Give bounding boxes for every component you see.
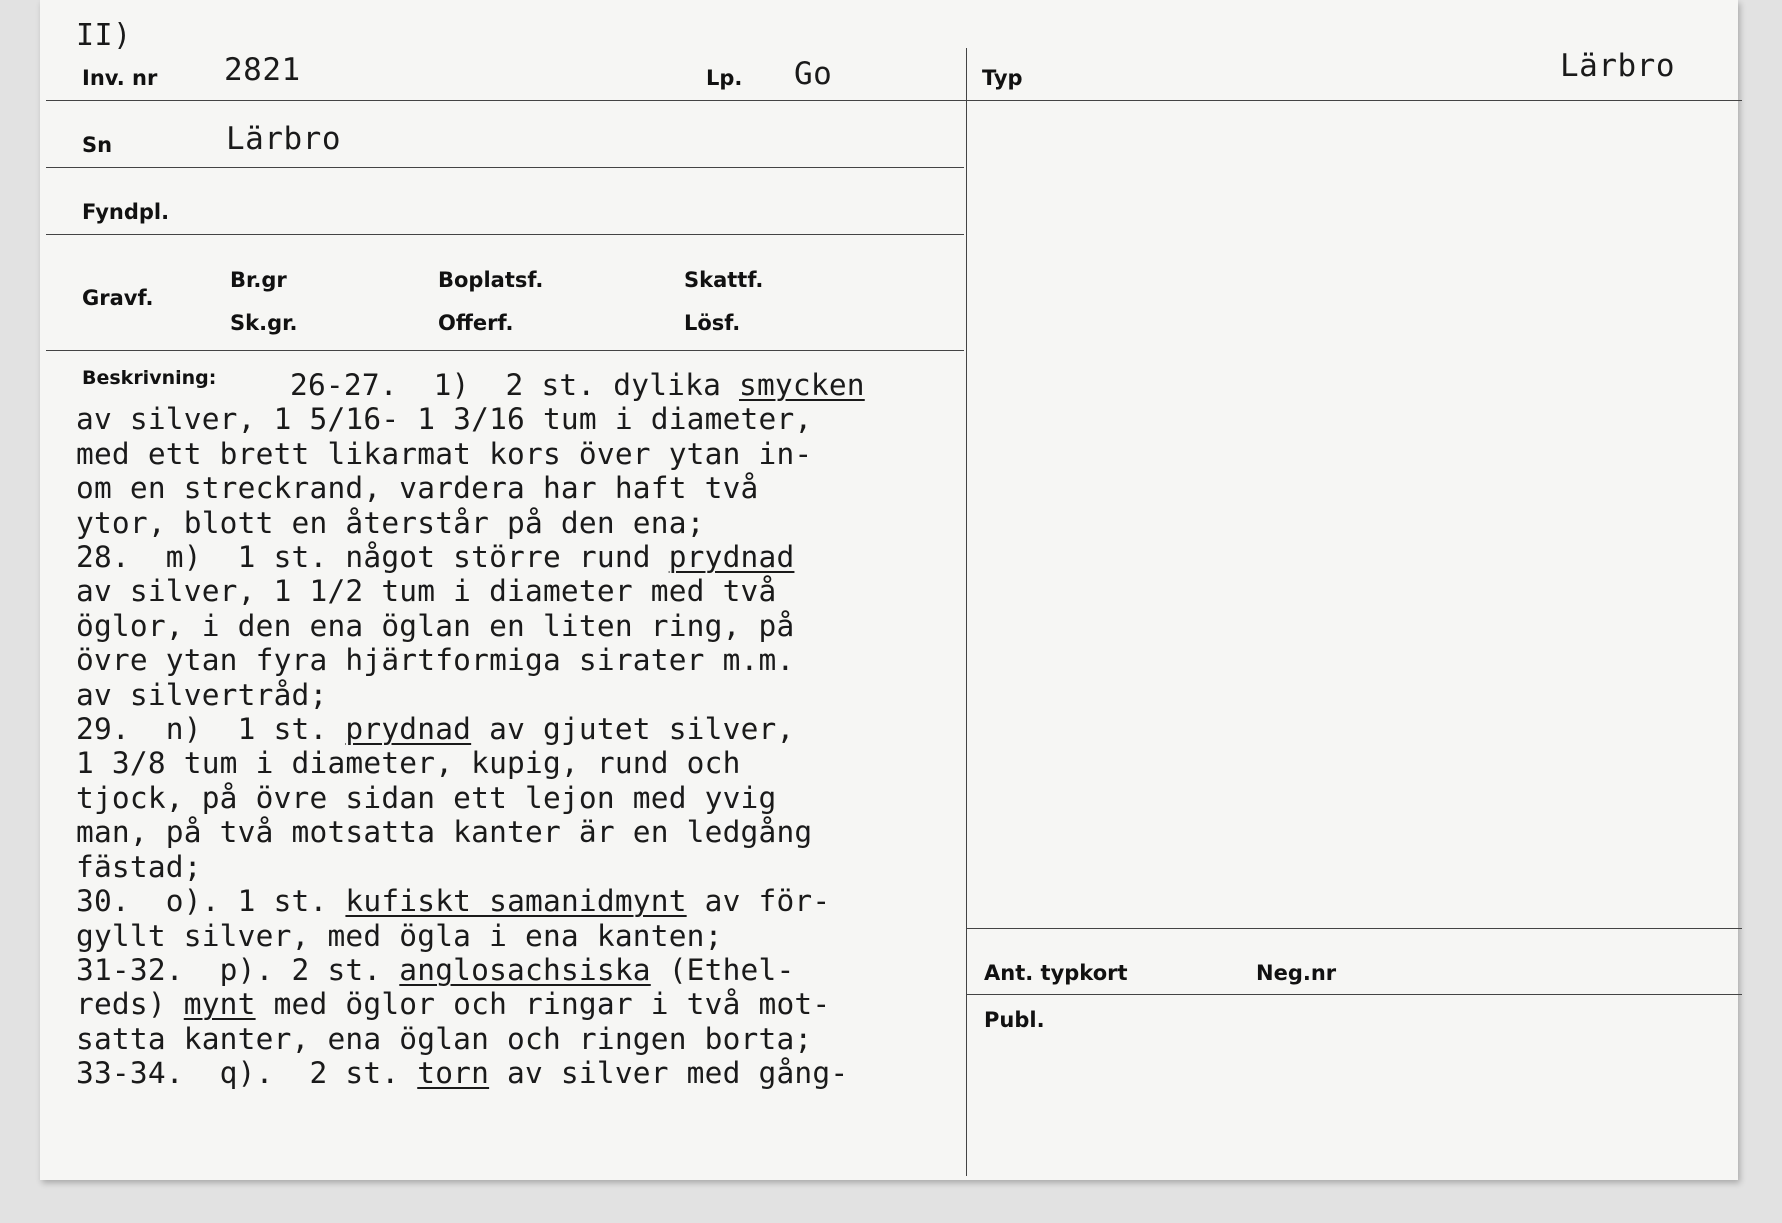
catalog-card (40, 0, 1738, 1180)
description-line (76, 368, 1036, 402)
sn-label: Sn (82, 133, 113, 157)
offerf-label: Offerf. (438, 311, 514, 335)
description-line (76, 953, 1036, 987)
underlined-term: prydnad (668, 540, 795, 575)
description-line (76, 1022, 1036, 1056)
description-segment: tjock, på övre sidan ett lejon med yvig (76, 780, 777, 815)
typ-label: Typ (982, 66, 1023, 90)
description-line (76, 850, 1036, 884)
description-line (76, 643, 1036, 677)
description-segment: öglor, i den ena öglan en liten ring, på (76, 608, 795, 643)
ant-typkort-label: Ant. typkort (984, 961, 1128, 985)
rule-right-publ (966, 994, 1742, 995)
description-segment: av silver med gång- (489, 1056, 849, 1091)
description-line (76, 1056, 1036, 1090)
underlined-term: prydnad (345, 712, 472, 747)
description-segment: man, på två motsatta kanter är en ledgång (76, 815, 813, 850)
description-line (76, 987, 1036, 1021)
description-segment: gyllt silver, med ögla i ena kanten; (76, 918, 723, 953)
description-line (76, 506, 1036, 540)
description-segment: satta kanter, ena öglan och ringen borta; (76, 1021, 813, 1056)
description-line (76, 540, 1036, 574)
boplatsf-label: Boplatsf. (438, 268, 544, 292)
description-segment: 33-34. q). 2 st. (76, 1056, 418, 1091)
rule-header (46, 100, 1742, 101)
description-segment: av för- (686, 884, 831, 919)
underlined-term: torn (417, 1056, 490, 1091)
fyndpl-label: Fyndpl. (82, 200, 170, 224)
lp-value: Go (794, 56, 833, 92)
publ-label: Publ. (984, 1008, 1045, 1032)
sk-gr-label: Sk.gr. (230, 311, 298, 335)
section-marker: II) (76, 18, 132, 53)
rule-right-typkort (966, 928, 1742, 929)
description-line (76, 746, 1036, 780)
description-segment: med öglor och ringar i två mot- (255, 987, 831, 1022)
description-segment: av gjutet silver, (471, 712, 795, 747)
rule-sn (46, 167, 964, 168)
description-segment: 30. o). 1 st. (76, 884, 346, 919)
description-segment: 26-27. 1) 2 st. dylika (290, 368, 740, 402)
description-line (76, 712, 1036, 746)
description-line (76, 437, 1036, 471)
description-segment: 28. m) 1 st. något större rund (76, 540, 669, 575)
underlined-term: smycken (739, 368, 865, 402)
description-text (76, 368, 1036, 1091)
losf-label: Lösf. (684, 311, 741, 335)
rule-fyndpl (46, 234, 964, 235)
skattf-label: Skattf. (684, 268, 764, 292)
description-line (76, 609, 1036, 643)
beskrivning-label: Beskrivning: (82, 367, 217, 389)
description-segment: 1 3/8 tum i diameter, kupig, rund och (76, 746, 741, 781)
description-segment: 31-32. p). 2 st. (76, 952, 400, 987)
br-gr-label: Br.gr (230, 268, 287, 292)
description-segment: av silver, 1 1/2 tum i diameter med två (76, 574, 777, 609)
inv-nr-label: Inv. nr (82, 66, 158, 90)
description-segment: om en streckrand, vardera har haft två (76, 471, 759, 506)
gravf-label: Gravf. (82, 286, 154, 310)
description-line (76, 402, 1036, 436)
description-segment: 29. n) 1 st. (76, 712, 346, 747)
description-segment: (Ethel- (650, 952, 795, 987)
description-line (76, 919, 1036, 953)
neg-nr-label: Neg.nr (1256, 961, 1337, 985)
description-segment: reds) (76, 987, 184, 1022)
underlined-term: kufiskt samanidmynt (345, 884, 687, 919)
typ-place-value: Lärbro (1560, 48, 1675, 84)
description-segment: av silver, 1 5/16- 1 3/16 tum i diameter, (76, 402, 813, 437)
description-segment: av silvertråd; (76, 677, 328, 712)
underlined-term: anglosachsiska (399, 952, 651, 987)
description-line (76, 574, 1036, 608)
description-line (76, 678, 1036, 712)
lp-label: Lp. (706, 66, 743, 90)
description-segment: övre ytan fyra hjärtformiga sirater m.m. (76, 643, 795, 678)
description-line (76, 471, 1036, 505)
description-segment: ytor, blott en återstår på den ena; (76, 505, 705, 540)
description-line (76, 884, 1036, 918)
underlined-term: mynt (183, 987, 256, 1022)
description-line (76, 781, 1036, 815)
description-line (76, 815, 1036, 849)
description-segment: fästad; (76, 849, 202, 884)
sn-value: Lärbro (226, 121, 341, 157)
inv-nr-value: 2821 (224, 52, 301, 88)
description-segment: med ett brett likarmat kors över ytan in- (76, 436, 813, 471)
rule-fyndtyp (46, 350, 964, 351)
